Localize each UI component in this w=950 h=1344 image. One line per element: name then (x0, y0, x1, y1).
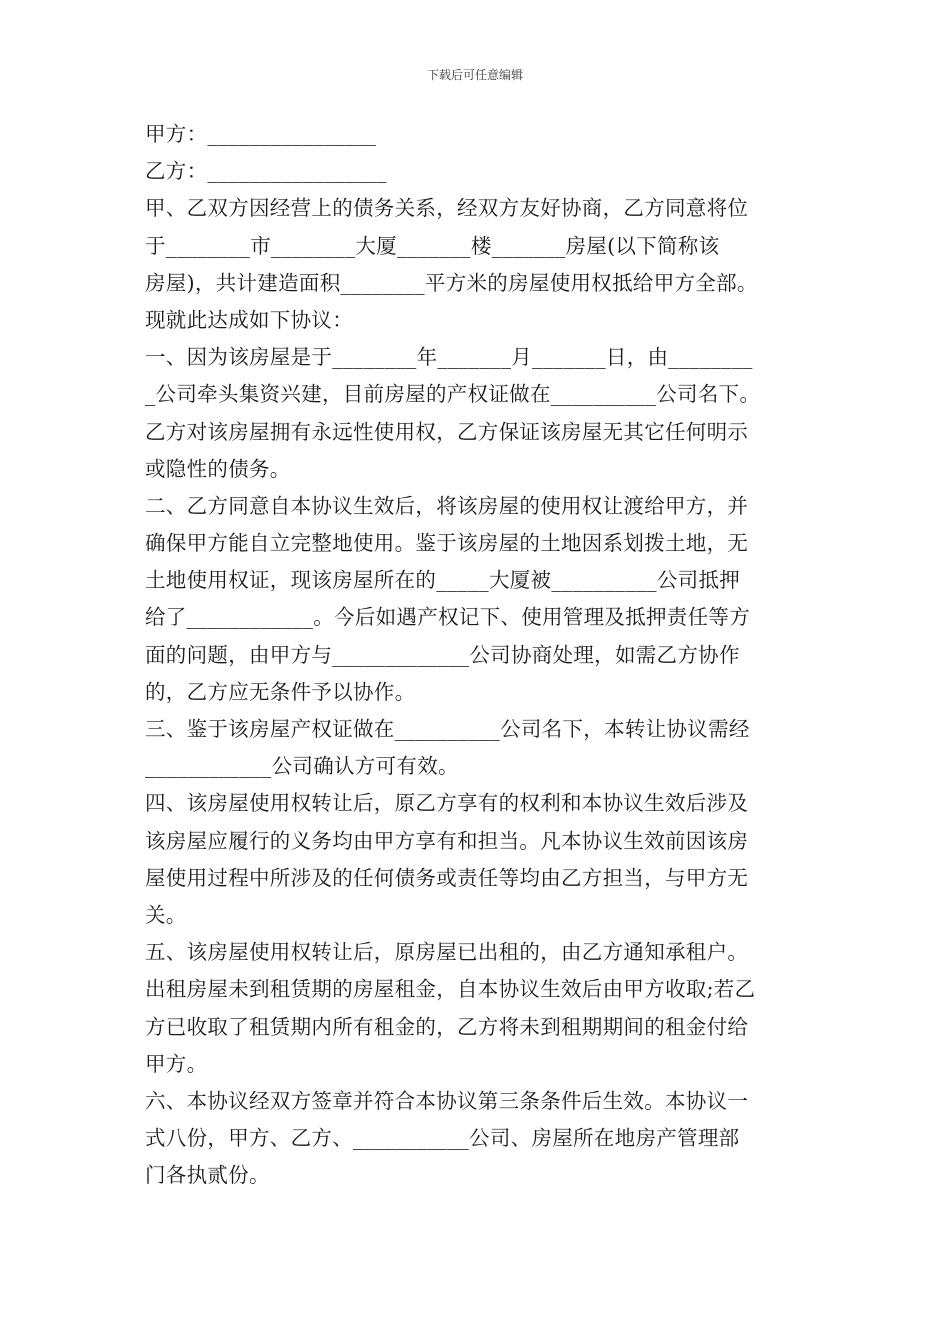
document-line: 甲、乙双方因经营上的债务关系，经双方友好协商，乙方同意将位 (145, 196, 749, 221)
document-line: 三、鉴于该房屋产权证做在__________公司名下，本转让协议需经 (145, 717, 750, 741)
document-line: 或隐性的债务。 (145, 456, 291, 481)
document-line: 甲方。 (145, 1051, 208, 1076)
document-line: 五、该房屋使用权转让后，原房屋已出租的，由乙方通知承租户。 (145, 940, 749, 965)
document-line: 现就此达成如下协议： (145, 307, 353, 332)
document-line: 出租房屋未到租赁期的房屋租金，自本协议生效后由甲方收取;若乙 (145, 977, 756, 1002)
document-line: 二、乙方同意自本协议生效后，将该房屋的使用权让渡给甲方，并 (145, 493, 749, 518)
document-line: 房屋)，共计建造面积________平方米的房屋使用权抵给甲方全部。 (145, 270, 758, 295)
document-line: 确保甲方能自立完整地使用。鉴于该房屋的土地因系划拨土地，无 (145, 531, 749, 556)
document-line: ____________公司确认方可有效。 (145, 754, 459, 779)
header-note: 下载后可任意编辑 (426, 68, 523, 82)
document-line: 给了____________。今后如遇产权记下、使用管理及抵押责任等方 (145, 605, 750, 630)
document-line: 甲方：________________ (145, 122, 377, 146)
document-line: 于________市________大厦_______楼_______房屋(以下简称该 (145, 233, 720, 258)
document-line: 方已收取了租赁期内所有租金的，乙方将未到租期期间的租金付给 (145, 1014, 749, 1039)
document-line: 门各执贰份。 (145, 1163, 270, 1188)
document-line: 四、该房屋使用权转让后，原乙方享有的权利和本协议生效后涉及 (145, 791, 749, 816)
document-line: 式八份，甲方、乙方、___________公司、房屋所在地房产管理部 (145, 1126, 740, 1151)
document-line: 面的问题，由甲方与_____________公司协商处理，如需乙方协作 (145, 642, 740, 667)
document-line: 的，乙方应无条件予以协作。 (145, 679, 416, 704)
document-line: _公司牵头集资兴建，目前房屋的产权证做在__________公司名下。 (145, 382, 761, 407)
document-line: 一、因为该房屋是于________年_______月_______日，由________ (145, 345, 753, 370)
document-line: 屋使用过程中所涉及的任何债务或责任等均由乙方担当，与甲方无 (145, 865, 749, 890)
document-line: 土地使用权证，现该房屋所在的_____大厦被__________公司抵押 (145, 568, 741, 593)
document-line: 该房屋应履行的义务均由甲方享有和担当。凡本协议生效前因该房 (145, 828, 749, 853)
document-body (145, 116, 817, 1194)
document-line: 乙方对该房屋拥有永远性使用权，乙方保证该房屋无其它任何明示 (145, 419, 749, 444)
document-line: 乙方：_________________ (145, 159, 387, 184)
document-line: 六、本协议经双方签章并符合本协议第三条条件后生效。本协议一 (145, 1088, 749, 1113)
document-line: 关。 (145, 902, 187, 927)
